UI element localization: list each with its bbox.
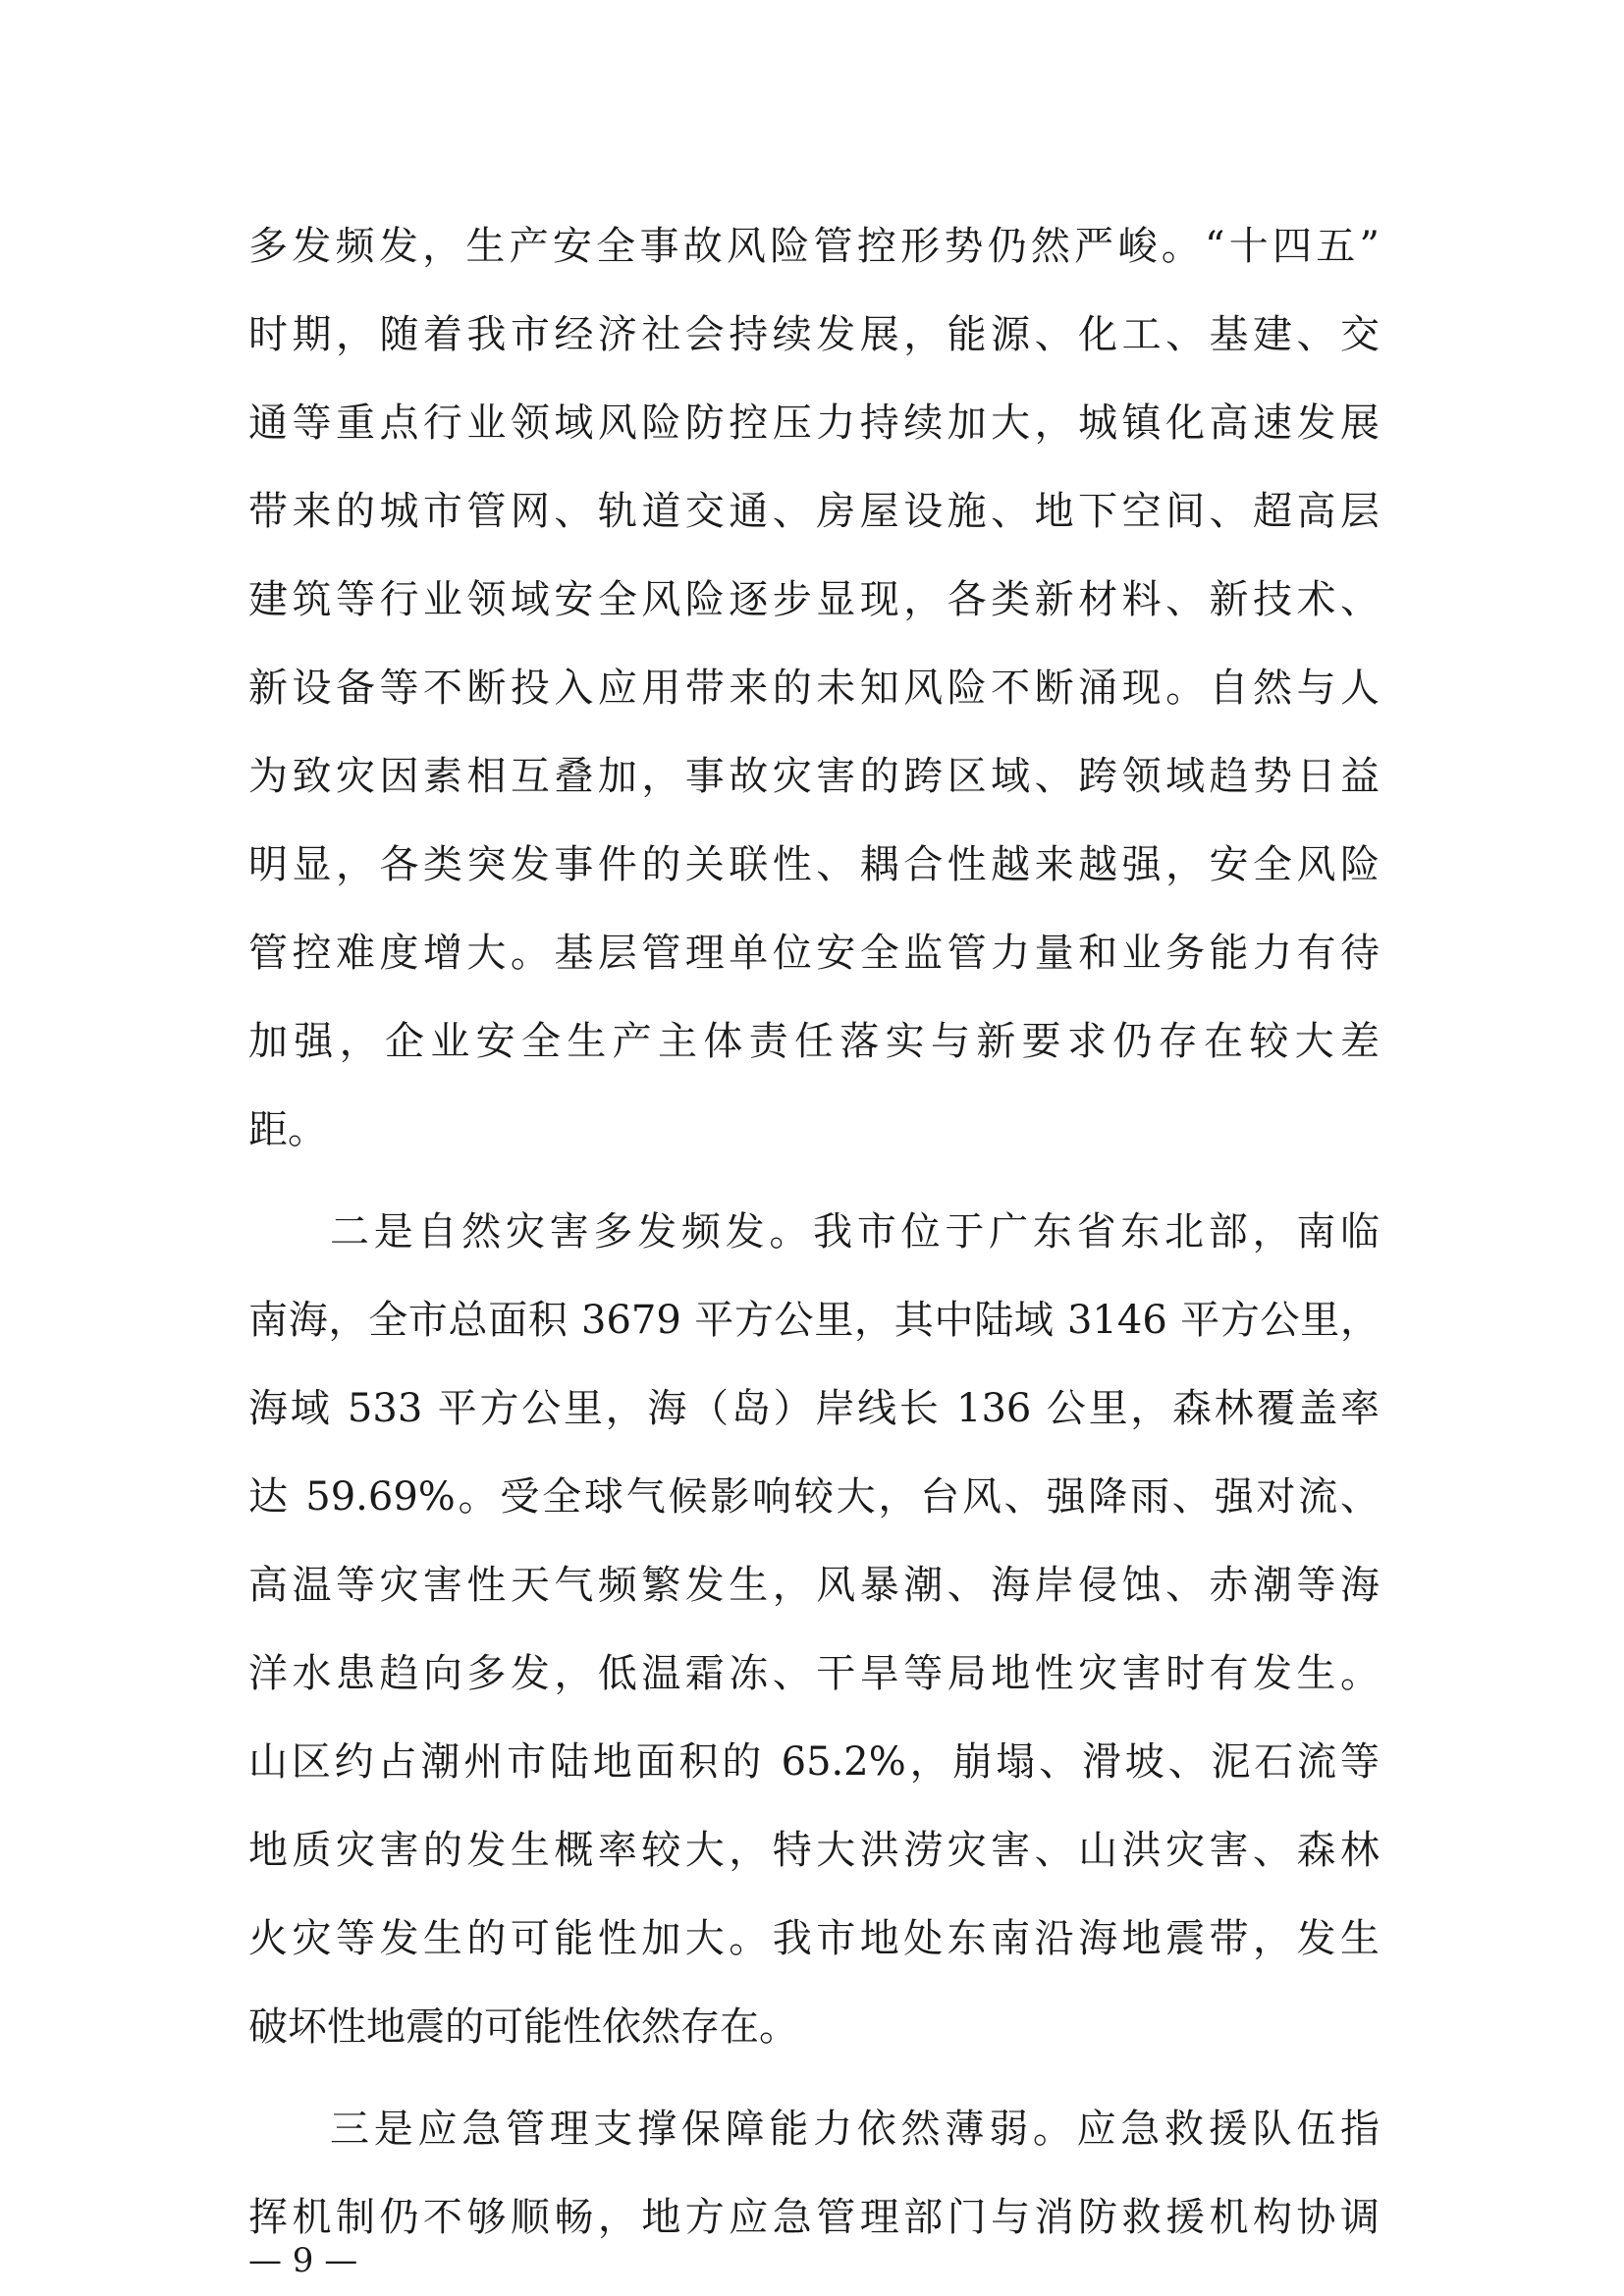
text-line: 建筑等行业领域安全风险逐步显现，各类新材料、新技术、 bbox=[248, 577, 1380, 622]
text-line: 破坏性地震的可能性依然存在。 bbox=[248, 2004, 798, 2050]
text-line: 洋水患趋向多发，低温霜冻、干旱等局地性灾害时有发生。 bbox=[248, 1651, 1380, 1696]
text-line: 为致灾因素相互叠加，事故灾害的跨区域、跨领域趋势日益 bbox=[248, 754, 1380, 799]
paragraph-first-line: 二是自然灾害多发频发。我市位于广东省东北部，南临 bbox=[330, 1209, 1380, 1255]
text-line: 火灾等发生的可能性加大。我市地处东南沿海地震带，发生 bbox=[248, 1916, 1380, 1961]
text-line: 海域 533 平方公里，海（岛）岸线长 136 公里，森林覆盖率 bbox=[248, 1386, 1380, 1431]
text-line: 新设备等不断投入应用带来的未知风险不断涌现。自然与人 bbox=[248, 666, 1380, 711]
text-line: 多发频发，生产安全事故风险管控形势仍然严峻。“十四五” bbox=[248, 224, 1380, 269]
page-number: — 9 — bbox=[248, 2241, 358, 2280]
text-line: 山区约占潮州市陆地面积的 65.2%，崩塌、滑坡、泥石流等 bbox=[248, 1739, 1380, 1785]
text-line: 明显，各类突发事件的关联性、耦合性越来越强，安全风险 bbox=[248, 842, 1380, 887]
text-line: 南海，全市总面积 3679 平方公里，其中陆域 3146 平方公里， bbox=[248, 1298, 1380, 1343]
paragraph-first-line: 三是应急管理支撑保障能力依然薄弱。应急救援队伍指 bbox=[330, 2107, 1380, 2152]
text-line: 达 59.69%。受全球气候影响较大，台风、强降雨、强对流、 bbox=[248, 1474, 1380, 1520]
text-line: 距。 bbox=[248, 1107, 327, 1152]
text-line: 高温等灾害性天气频繁发生，风暴潮、海岸侵蚀、赤潮等海 bbox=[248, 1563, 1380, 1608]
text-line: 带来的城市管网、轨道交通、房屋设施、地下空间、超高层 bbox=[248, 489, 1380, 534]
text-line: 通等重点行业领域风险防控压力持续加大，城镇化高速发展 bbox=[248, 400, 1380, 446]
text-line: 加强，企业安全生产主体责任落实与新要求仍存在较大差 bbox=[248, 1019, 1380, 1064]
text-line: 时期，随着我市经济社会持续发展，能源、化工、基建、交 bbox=[248, 312, 1380, 357]
text-line: 挥机制仍不够顺畅，地方应急管理部门与消防救援机构协调 bbox=[248, 2195, 1380, 2240]
text-line: 地质灾害的发生概率较大，特大洪涝灾害、山洪灾害、森林 bbox=[248, 1828, 1380, 1873]
text-line: 管控难度增大。基层管理单位安全监管力量和业务能力有待 bbox=[248, 931, 1380, 976]
